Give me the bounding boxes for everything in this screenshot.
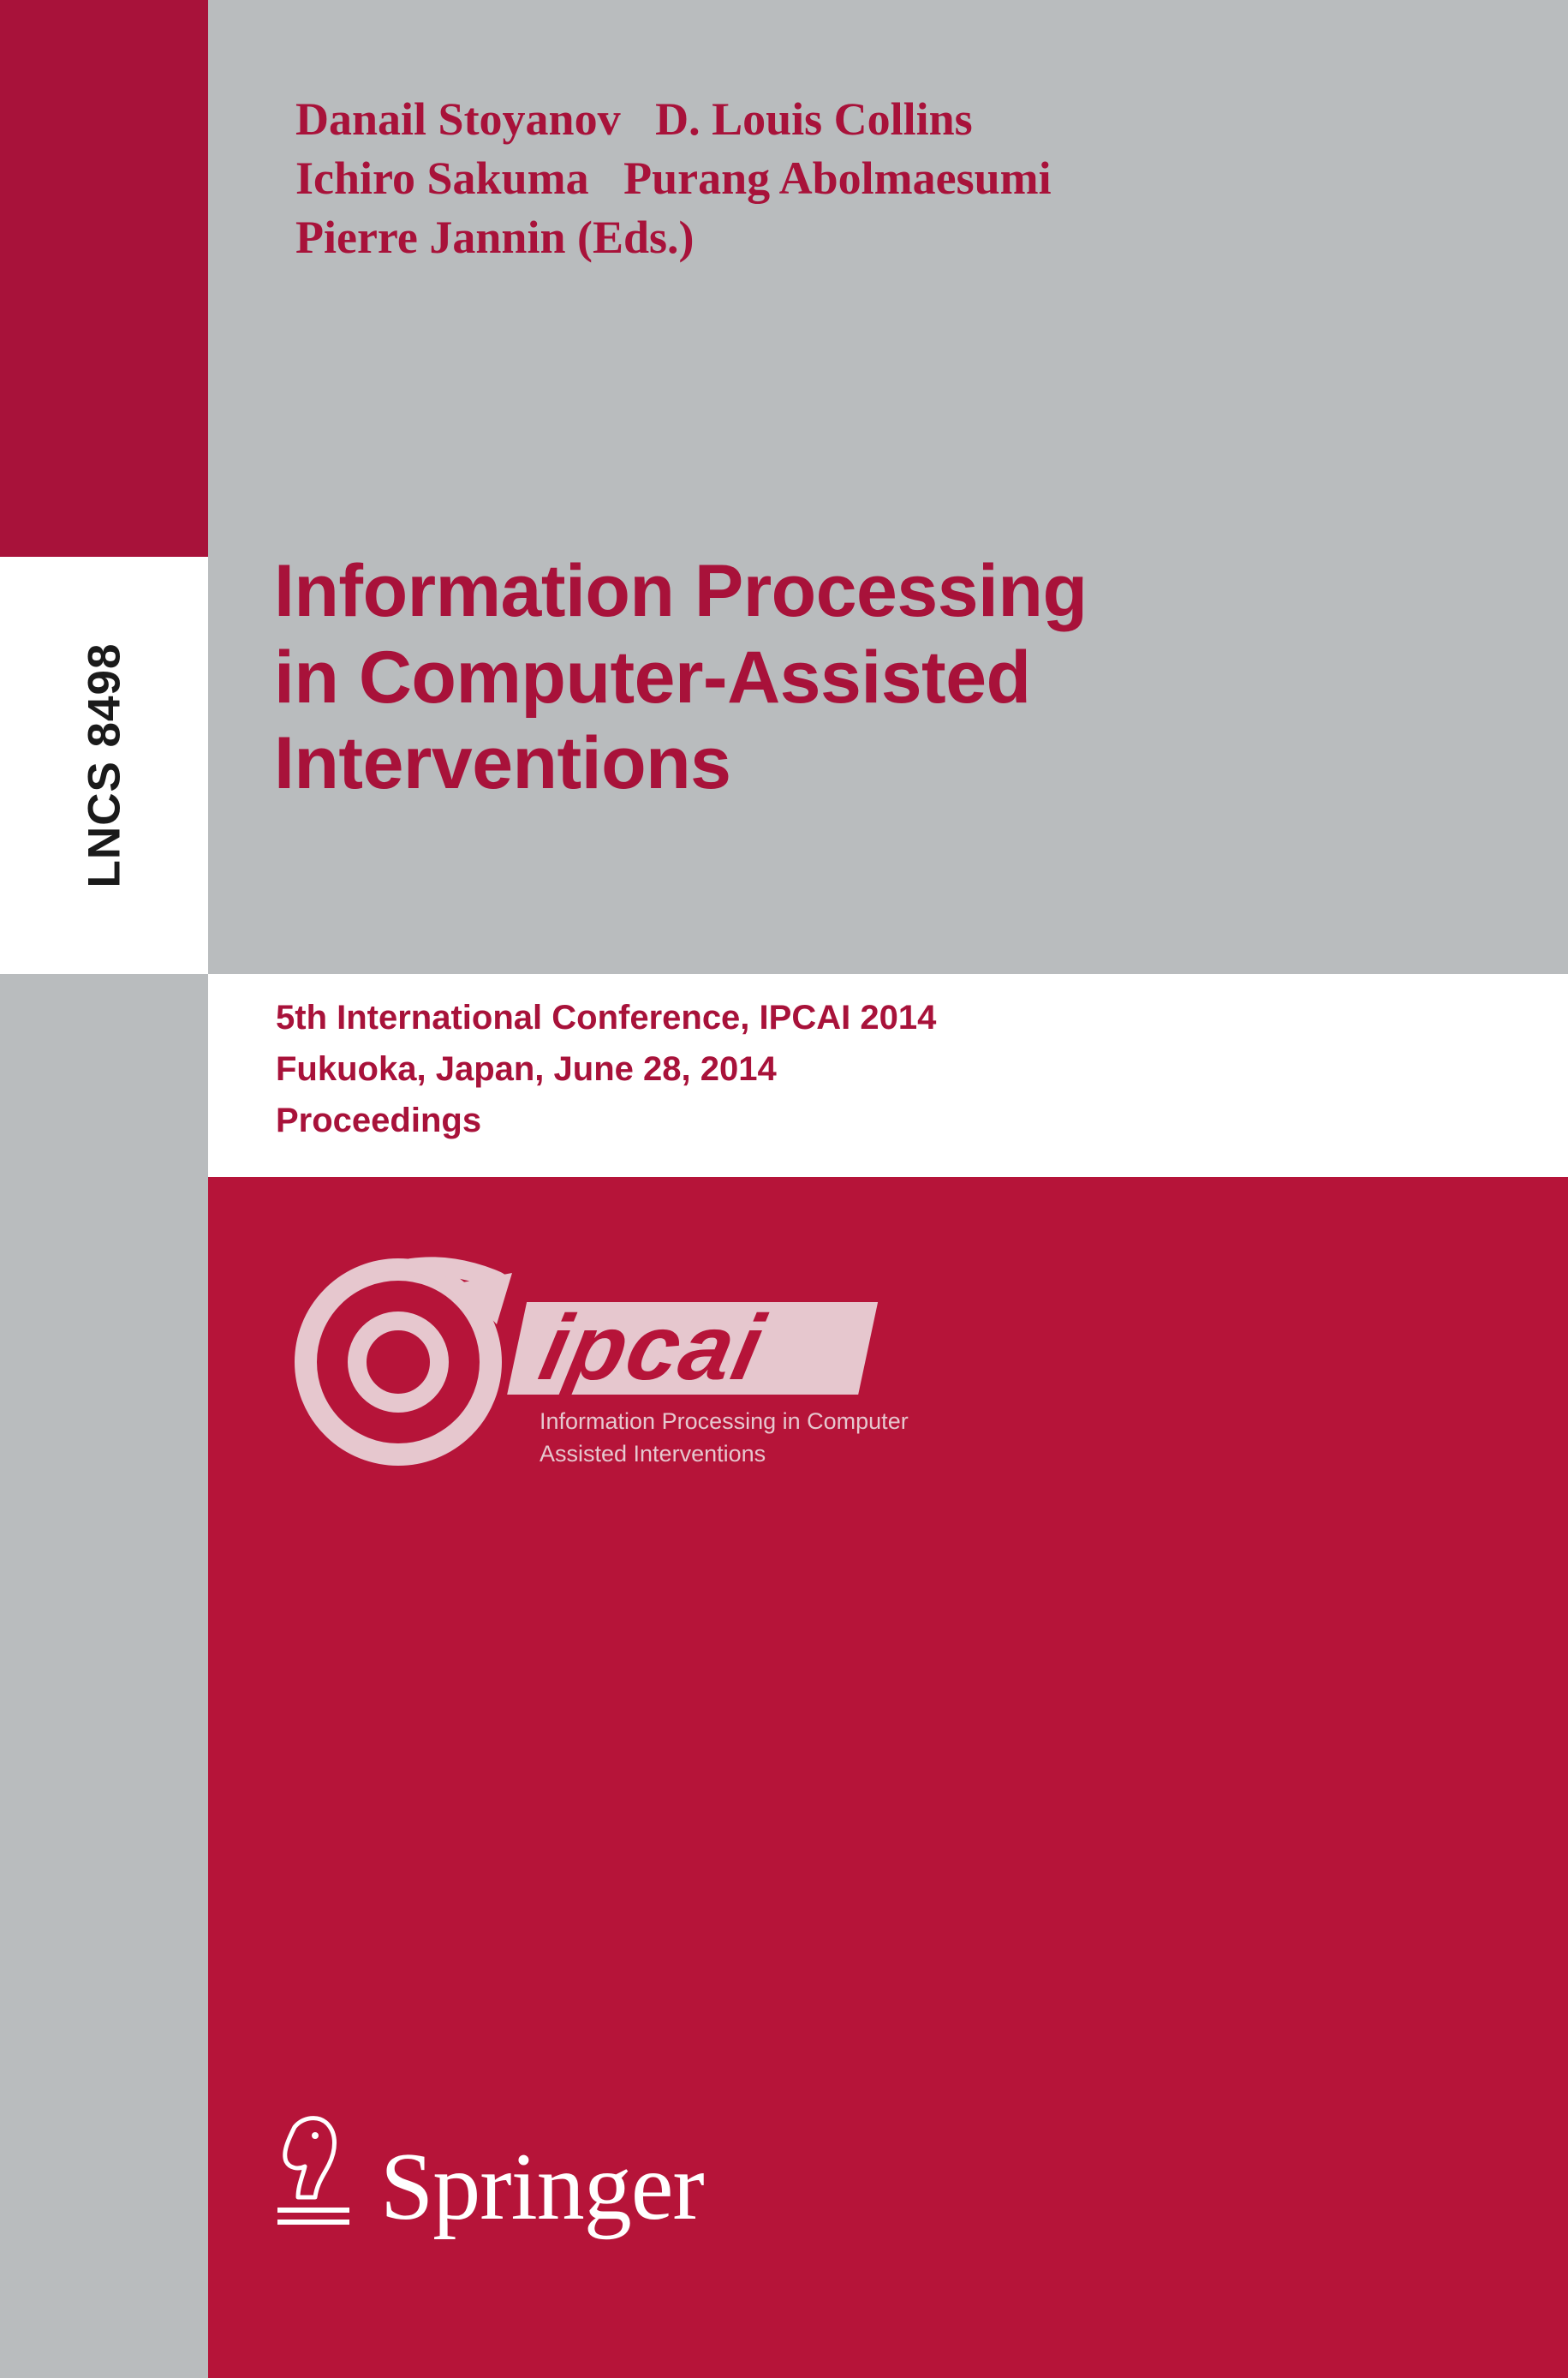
series-label [0,557,208,974]
left-red-bar [0,0,208,557]
editors-block [295,90,1434,267]
page-title [274,548,1473,807]
title-line-2: in Computer-Assisted [274,636,1031,719]
logo-tagline-1: Information Processing in Computer [540,1408,909,1434]
publisher-name: Springer [380,2134,704,2240]
editors-line-1: Danail Stoyanov D. Louis Collins [295,93,973,145]
logo-tagline-2: Assisted Interventions [540,1441,766,1467]
publisher-logo [265,2112,704,2240]
subtitle-line-2: Fukuoka, Japan, June 28, 2014 [276,1050,777,1088]
subtitle-block [276,992,1389,1146]
editors-line-3: Pierre Jannin (Eds.) [295,212,695,264]
subtitle-line-1: 5th International Conference, IPCAI 2014 [276,999,937,1037]
left-grey-bar [0,974,208,2378]
series-label-text: LNCS 8498 [79,642,129,888]
editors-line-2: Ichiro Sakuma Purang Abolmaesumi [295,152,1052,205]
springer-knight-icon [265,2112,360,2240]
svg-text:ipcai: ipcai [531,1296,773,1400]
title-line-1: Information Processing [274,550,1088,632]
ipcai-logo [283,1242,985,1508]
subtitle-line-3: Proceedings [276,1102,482,1139]
title-line-3: Interventions [274,722,731,805]
